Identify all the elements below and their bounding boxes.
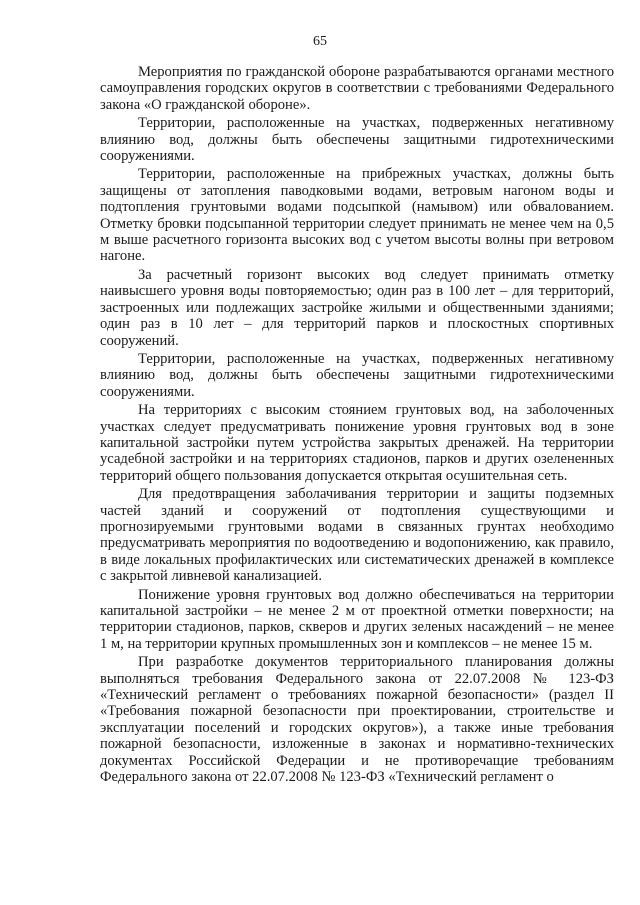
- paragraph: Территории, расположенные на участках, подверженных негативному влиянию вод, должны быть обеспечены защитными гидротехническими сооружениями.: [100, 115, 614, 165]
- paragraph: Мероприятия по гражданской обороне разрабатываются органами местного самоуправления городских округов в соответствии с требованиями Федерального закона «О гражданской обороне».: [100, 64, 614, 113]
- page-number: 65: [313, 34, 327, 49]
- paragraph: На территориях с высоким стоянием грунтовых вод, на заболоченных участках следует предусматривать понижение уровня грунтовых вод в зоне капитальной застройки путем устройства закрытых дренажей. На территории усадебной застройки и на территориях стадионов, парков и других озелененных территорий общего пользования допускается открытая осушительная сеть.: [100, 402, 614, 484]
- paragraph: При разработке документов территориального планирования должны выполняться требования Федерального закона от 22.07.2008 № 123-ФЗ «Технический регламент о требованиях пожарной безопасности» (раздел II «Требования пожарной безопасности при проектировании, строительстве и эксплуатации поселений и городских округов»), а также иные требования пожарной безопасности, изложенные в законах и нормативно-технических документах Российской Федерации и не противоречащие требованиям Федерального закона от 22.07.2008 № 123-ФЗ «Технический регламент о: [100, 654, 614, 786]
- paragraph: Понижение уровня грунтовых вод должно обеспечиваться на территории капитальной застройки – не менее 2 м от проектной отметки поверхности; на территории стадионов, парков, скверов и других зеленых насаждений – не менее 1 м, на территории крупных промышленных зон и комплексов – не менее 15 м.: [100, 586, 614, 652]
- paragraph: За расчетный горизонт высоких вод следует принимать отметку наивысшего уровня воды повторяемостью; один раз в 100 лет – для территорий, застроенных или подлежащих застройке жилыми и общественными зданиями; один раз в 10 лет – для территорий парков и плоскостных спортивных сооружений.: [100, 266, 614, 349]
- document-body: [100, 64, 614, 787]
- paragraph: Для предотвращения заболачивания территории и защиты подземных частей зданий и сооружений от подтопления существующими и прогнозируемыми грунтовыми водами в связанных грунтах необходимо предусматривать мероприятия по водоотведению и водопонижению, как правило, в виде локальных профилактических или систематических дренажей в комплексе с закрытой ливневой канализацией.: [100, 486, 614, 585]
- paragraph: Территории, расположенные на участках, подверженных негативному влиянию вод, должны быть обеспечены защитными гидротехническими сооружениями.: [100, 350, 614, 400]
- paragraph: Территории, расположенные на прибрежных участках, должны быть защищены от затопления паводковыми водами, ветровым нагоном воды и подтопления грунтовыми водами подсыпкой (намывом) или обвалованием. Отметку бровки подсыпанной территории следует принимать не менее чем на 0,5 м выше расчетного горизонта высоких вод с учетом высоты волны при ветровом нагоне.: [100, 166, 614, 265]
